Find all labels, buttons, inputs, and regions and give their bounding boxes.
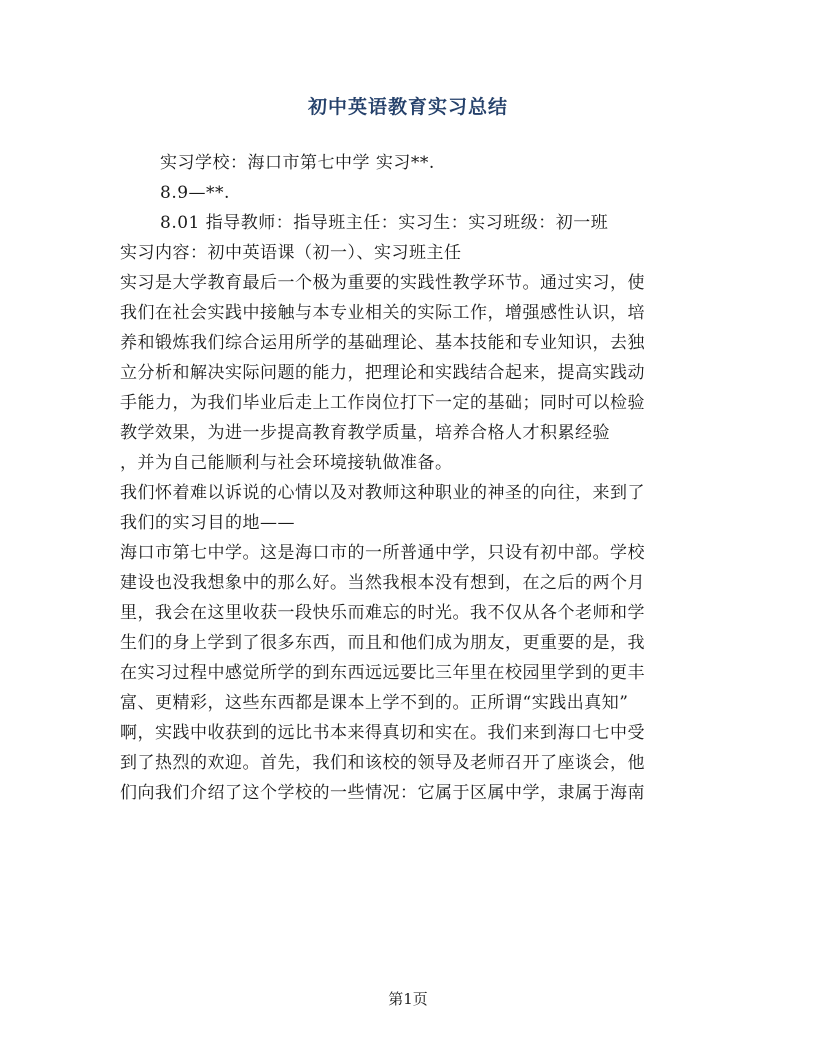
body-line: 生们的身上学到了很多东西，而且和他们成为朋友，更重要的是，我	[120, 633, 645, 653]
body-line: 建设也没我想象中的那么好。当然我根本没有想到，在之后的两个月	[120, 573, 645, 593]
body-line: ，并为自己能顺利与社会环境接轨做准备。	[120, 453, 453, 473]
page-number: 第1页	[388, 990, 428, 1008]
body-line: 实习是大学教育最后一个极为重要的实践性教学环节。通过实习，使	[120, 273, 645, 293]
body-line	[120, 868, 696, 898]
body-line: 我们在社会实践中接触与本专业相关的实际工作，增强感性认识，培	[120, 303, 645, 323]
document-title: 初中英语教育实习总结	[307, 96, 508, 118]
body-line: 教学效果，为进一步提高教育教学质量，培养合格人才积累经验	[120, 423, 610, 443]
header-line: 8.01 指导教师：指导班主任：实习生：实习班级：初一班	[160, 213, 609, 233]
body-line: 里，我会在这里收获一段快乐而难忘的时光。我不仅从各个老师和学	[120, 603, 645, 623]
body-line	[120, 838, 696, 868]
body-line: 们向我们介绍了这个学校的一些情况：它属于区属中学，隶属于海南	[120, 783, 645, 803]
body-line: 在实习过程中感觉所学的到东西远远要比三年里在校园里学到的更丰	[120, 663, 645, 683]
body-line: 富、更精彩，这些东西都是课本上学不到的。正所谓“实践出真知”	[120, 693, 629, 713]
body-line: 手能力，为我们毕业后走上工作岗位打下一定的基础；同时可以检验	[120, 393, 645, 413]
header-line: 8.9—**.	[160, 183, 230, 203]
body-line: 海口市第七中学。这是海口市的一所普通中学，只设有初中部。学校	[120, 543, 645, 563]
header-line: 实习学校：海口市第七中学 实习**.	[160, 153, 435, 173]
body-line: 啊，实践中收获到的远比书本来得真切和实在。我们来到海口七中受	[120, 723, 645, 743]
body-line	[120, 808, 696, 838]
body-line: 到了热烈的欢迎。首先，我们和该校的领导及老师召开了座谈会，他	[120, 753, 645, 773]
document-body	[120, 148, 696, 898]
body-line: 养和锻炼我们综合运用所学的基础理论、基本技能和专业知识，去独	[120, 333, 645, 353]
body-line: 立分析和解决实际问题的能力，把理论和实践结合起来，提高实践动	[120, 363, 645, 383]
body-line: 我们的实习目的地——	[120, 513, 295, 533]
body-line: 我们怀着难以诉说的心情以及对教师这种职业的神圣的向往，来到了	[120, 483, 645, 503]
body-line: 实习内容：初中英语课（初一）、实习班主任	[120, 243, 462, 263]
